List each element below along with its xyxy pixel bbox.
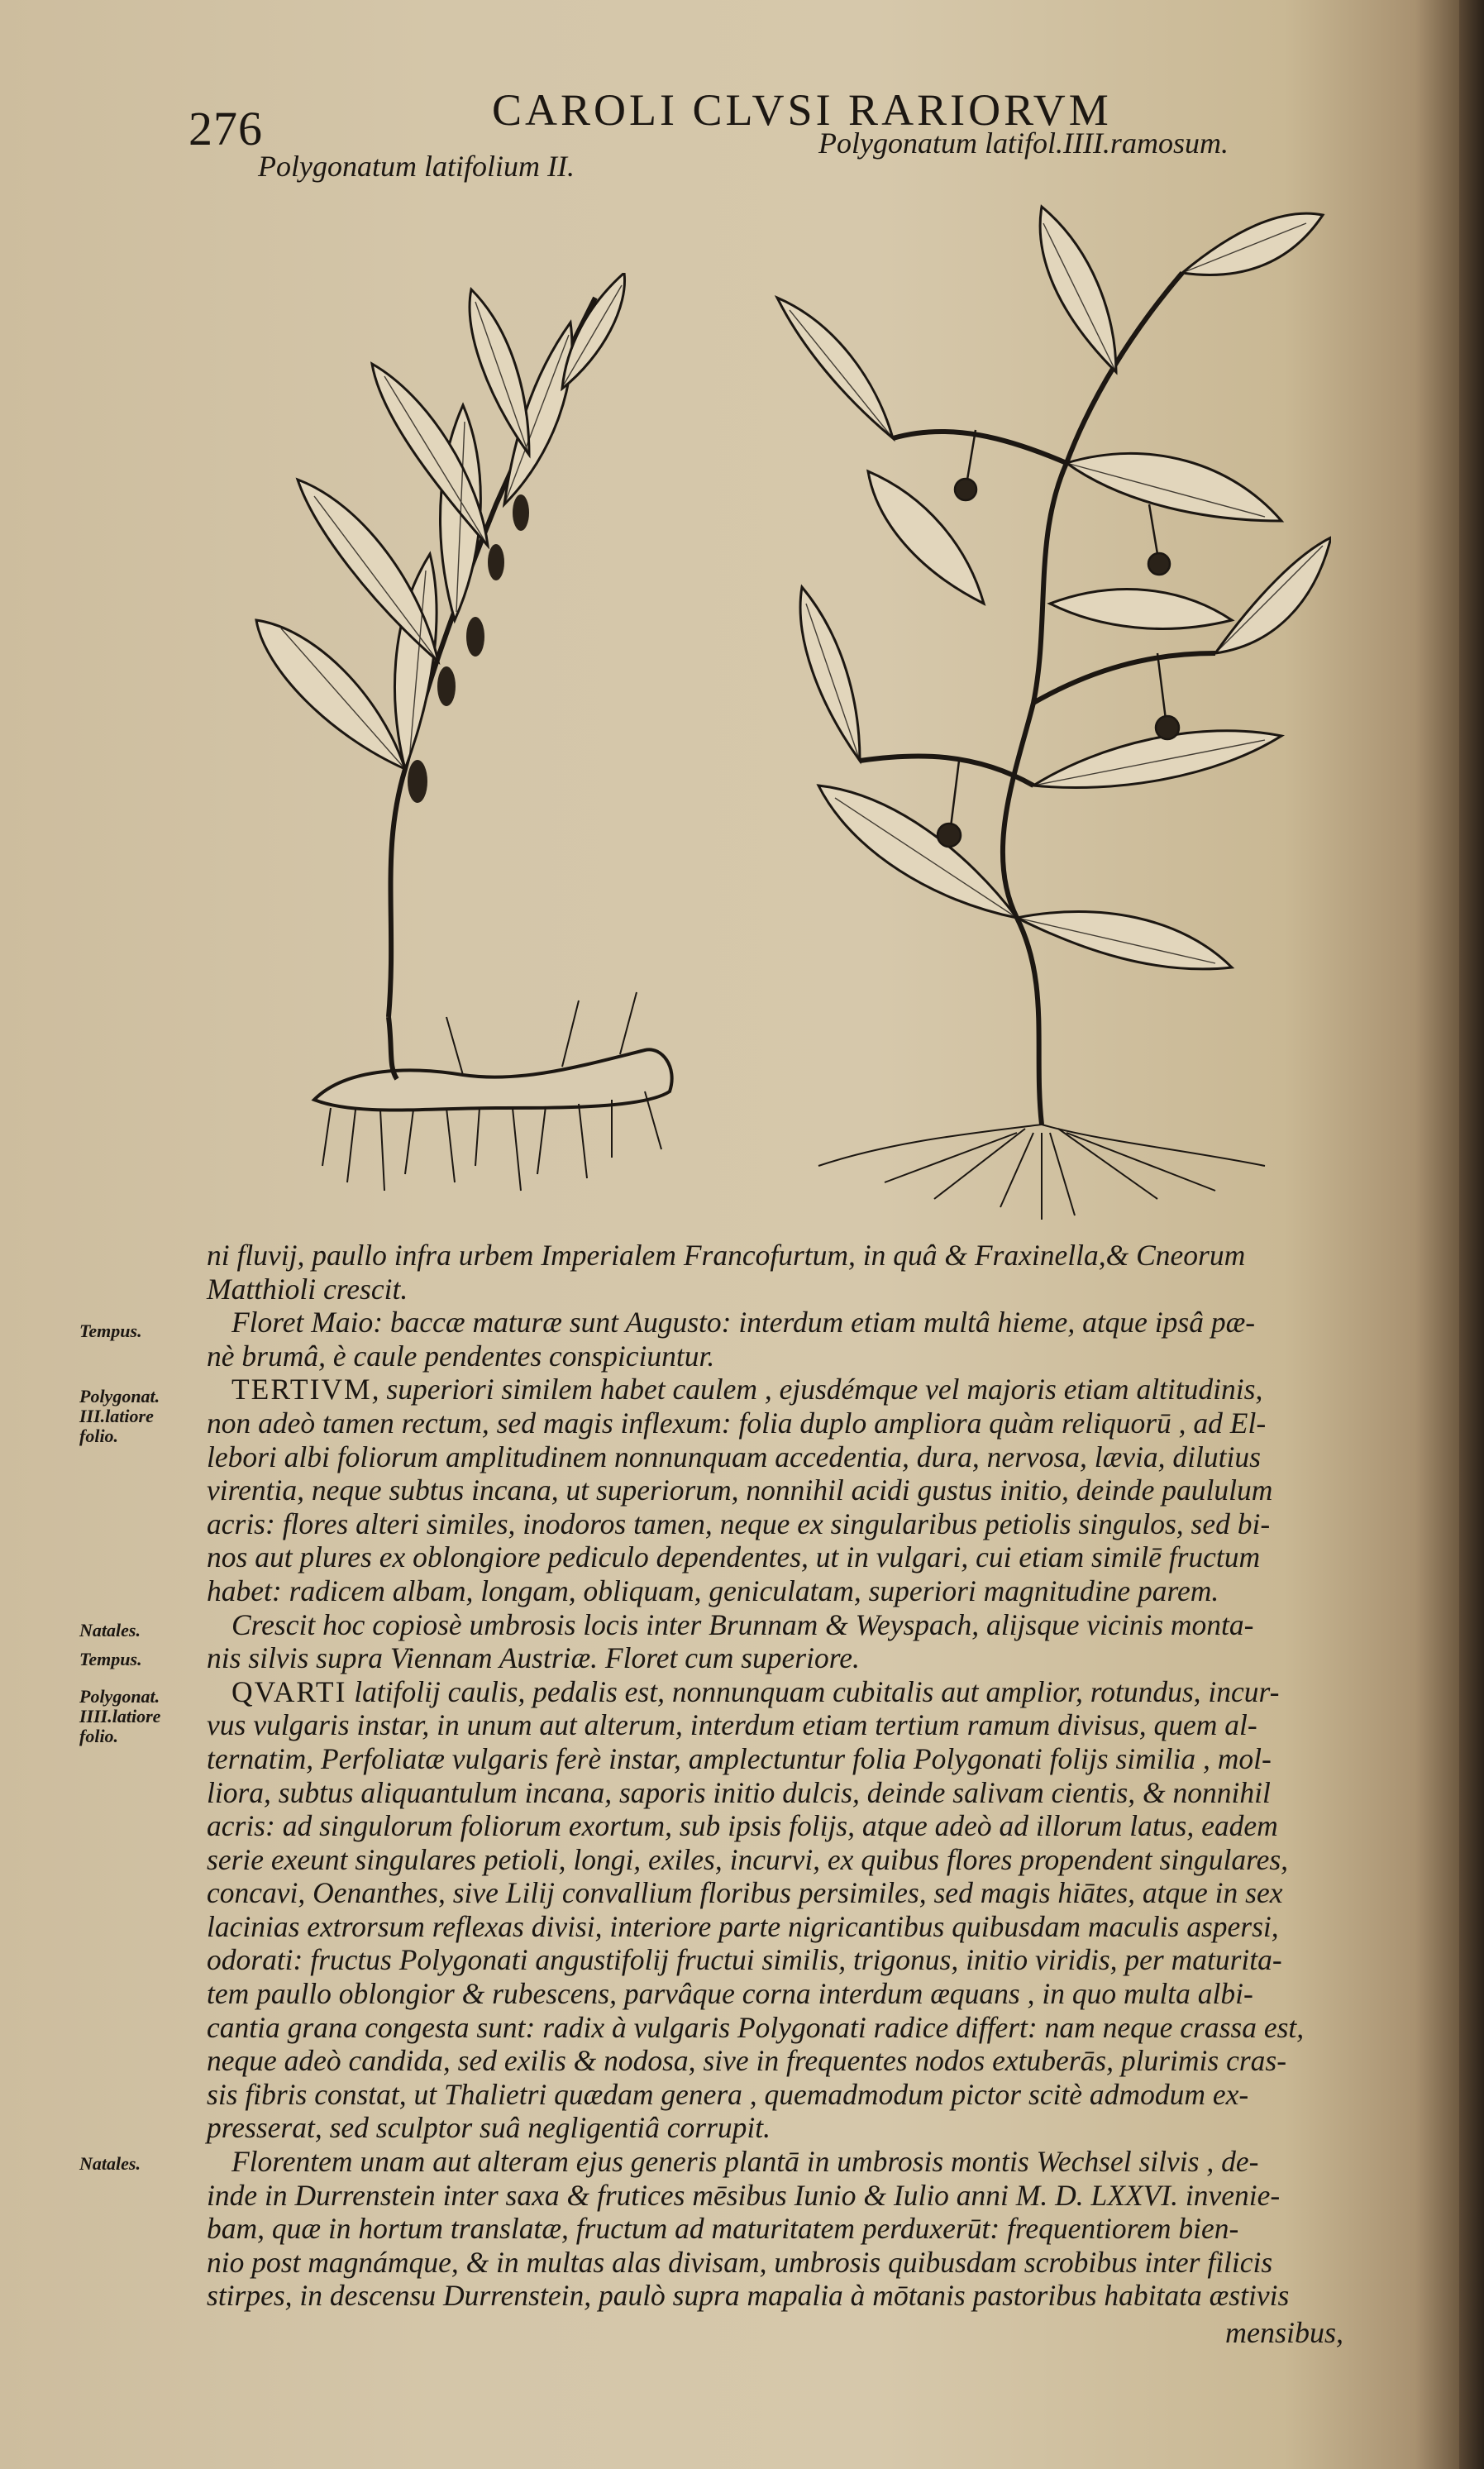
margin-note: Natales. xyxy=(79,1620,141,1640)
text-line: nè brumâ, è caule pendentes conspiciuntur. xyxy=(207,1339,715,1373)
text-line: nos aut plures ex oblongiore pediculo dependentes, ut in vulgari, cui etiam similē fructum xyxy=(207,1540,1261,1574)
running-title: CAROLI CLVSI RARIORVM xyxy=(492,85,1112,135)
margin-note: Polygonat. III.latiore folio. xyxy=(79,1386,160,1446)
text-line: liora, subtus aliquantulum incana, saporis initio dulcis, deinde salivam cientis, & nonnihil xyxy=(207,1775,1271,1809)
body-text xyxy=(207,1239,1364,2313)
text-line: bam, quæ in hortum translatæ, fructum ad maturitatem perduxerūt: frequentiorem bien- xyxy=(207,2212,1239,2246)
margin-note: Tempus. xyxy=(79,1320,142,1341)
text-line: , superiori similem habet caulem , ejusdémque vel majoris etiam altitudinis, xyxy=(371,1373,1263,1406)
text-line: inde in Durrenstein inter saxa & frutices mēsibus Iunio & Iulio anni M. D. LXXVI. invenie- xyxy=(207,2178,1281,2212)
margin-note: Tempus. xyxy=(79,1649,142,1669)
text-line: Crescit hoc copiosè umbrosis locis inter Brunnam & Weyspach, alijsque vicinis monta- xyxy=(231,1607,1254,1641)
text-line: ternatim, Perfoliatæ vulgaris ferè instar, amplectuntur folia Polygonati folijs similia , mol- xyxy=(207,1741,1272,1775)
text-line: nio post magnámque, & in multas alas divisam, umbrosis quibusdam scrobibus inter filicis xyxy=(207,2245,1273,2279)
paragraph xyxy=(207,1239,1364,1306)
paragraph xyxy=(207,1306,1364,1373)
text-line: lacinias extrorsum reflexas divisi, interiore parte nigricantibus quibusdam maculis aspersi, xyxy=(207,1909,1279,1943)
text-line: cantia grana congesta sunt: radix à vulgaris Polygonati radice differt: nam neque crassa est, xyxy=(207,2010,1305,2044)
margin-note: Polygonat. IIII.latiore folio. xyxy=(79,1686,161,1746)
text-line: Florentem unam aut alteram ejus generis plantā in umbrosis montis Wechsel silvis , de- xyxy=(231,2145,1259,2179)
woodcut-polygonatum-right xyxy=(769,190,1331,1224)
text-line: Matthioli crescit. xyxy=(207,1272,408,1306)
book-spine-shadow xyxy=(1459,0,1484,2469)
text-line: non adeò tamen rectum, sed magis inflexum: folia duplo ampliora quàm reliquorū , ad El- xyxy=(207,1406,1267,1440)
text-line: sis fibris constat, ut Thalietri quædam genera , quemadmodum pictor scitè admodum ex- xyxy=(207,2077,1249,2111)
text-line: neque adeò candida, sed exilis & nodosa, sive in frequentes nodos extuberās, plurimis cras- xyxy=(207,2044,1287,2078)
woodcut-polygonatum-left xyxy=(248,273,711,1215)
text-line: lebori albi foliorum amplitudinem nonnunquam accedentia, dura, nervosa, lævia, dilutius xyxy=(207,1440,1261,1473)
text-line: acris: flores alteri similes, inodoros tamen, neque ex singularibus petiolis singulos, sed bi- xyxy=(207,1507,1271,1540)
text-line: nis silvis supra Viennam Austriæ. Floret cum superiore. xyxy=(207,1641,860,1675)
text-line: virentia, neque subtus incana, ut superiorum, nonnihil acidi gustus initio, deinde paululum xyxy=(207,1473,1273,1507)
text-line: latifolij caulis, pedalis est, nonnunquam cubitalis aut amplior, rotundus, incur- xyxy=(346,1674,1280,1708)
text-line: ni fluvij, paullo infra urbem Imperialem Francofurtum, in quâ & Fraxinella,& Cneorum xyxy=(207,1239,1246,1272)
text-line: presserat, sed sculptor suâ negligentiâ corrupit. xyxy=(207,2111,771,2145)
paragraph xyxy=(207,1675,1364,2145)
right-figure-caption: Polygonatum latifol.IIII.ramosum. xyxy=(818,127,1229,160)
text-line: Floret Maio: baccæ maturæ sunt Augusto: interdum etiam multâ hieme, atque ipsâ pæ- xyxy=(231,1306,1256,1340)
text-line: stirpes, in descensu Durrenstein, paulò supra mapalia à mōtanis pastoribus habitata æstivis xyxy=(207,2279,1290,2313)
margin-note: Natales. xyxy=(79,2153,141,2174)
text-line: acris: ad singulorum foliorum exortum, sub ipsis folijs, atque adeò ad illorum latus, eadem xyxy=(207,1809,1278,1843)
page-number: 276 xyxy=(188,102,263,155)
text-line: vus vulgaris instar, in unum aut alterum, interdum etiam tertium ramum divisus, quem al- xyxy=(207,1708,1257,1742)
left-figure-caption: Polygonatum latifolium II. xyxy=(258,150,575,183)
text-line: serie exeunt singulares petioli, longi, exiles, incurvi, ex quibus flores propendent singulares, xyxy=(207,1842,1289,1876)
text-line: tem paullo oblongior & rubescens, parvâque corna interdum æquans , in quo multa albi- xyxy=(207,1977,1253,2011)
catchword: mensibus, xyxy=(1225,2316,1343,2349)
paragraph xyxy=(207,1608,1364,1675)
text-line: habet: radicem albam, longam, obliquam, geniculatam, superiori magnitudine parem. xyxy=(207,1574,1219,1607)
text-line: concavi, Oenanthes, sive Lilij convallium floribus persimiles, sed magis hiātes, atque in sex xyxy=(207,1876,1283,1910)
lead-word: QVARTI xyxy=(231,1674,347,1708)
paragraph xyxy=(207,2145,1364,2313)
text-line: odorati: fructus Polygonati angustifolij fructui similis, trigonus, initio viridis, per maturita- xyxy=(207,1943,1282,1977)
lead-word: TERTIVM xyxy=(231,1373,372,1406)
paragraph xyxy=(207,1373,1364,1607)
